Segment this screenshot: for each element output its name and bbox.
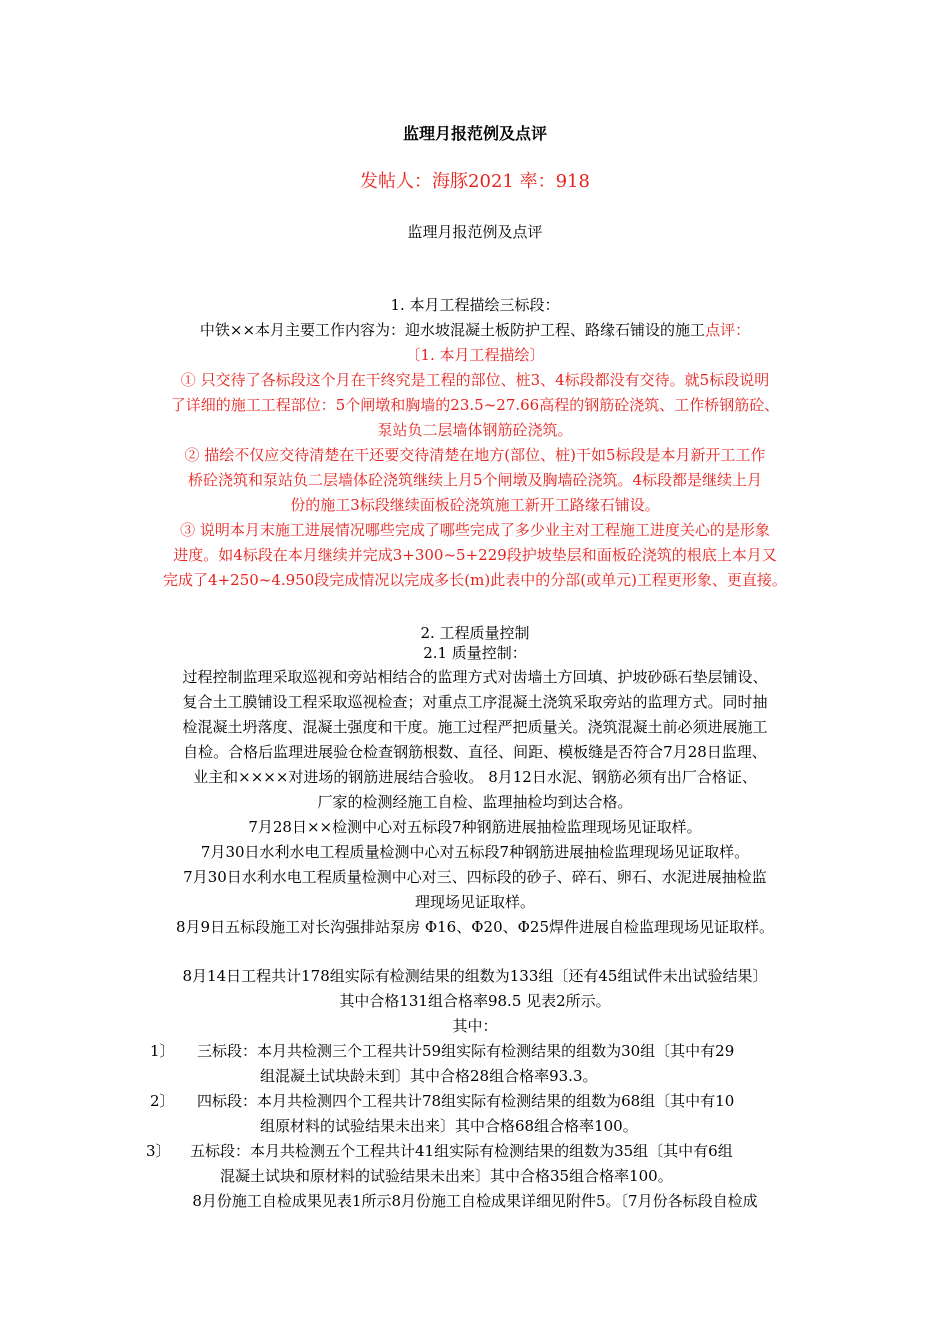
quality-paragraph-line: 自检。合格后监理进展验仓检查钢筋根数、直径、间距、模板缝是否符合7月28日监理、 — [183, 743, 767, 761]
quality-paragraph-line: 复合土工膜铺设工程采取巡视检查；对重点工序混凝土浇筑采取旁站的监理方式。同时抽 — [182, 693, 768, 711]
summary-line: 其中： — [452, 1017, 498, 1035]
comment2-line: 桥砼浇筑和泵站负二层墙体砼浇筑继续上月5个闸墩及胸墙砼浇筑。4标段都是继续上月 — [187, 471, 763, 489]
sampling-line: 理现场见证取样。 — [414, 893, 535, 911]
closing-line: 8月份施工自检成果见表1所示8月份施工自检成果详细见附件5。〔7月份各标段自检成 — [192, 1192, 758, 1210]
list-item-text: 组混凝土试块龄未到〕其中合格28组合格率93.3。 — [260, 1067, 598, 1085]
comment3-line: 进度。如4标段在本月继续并完成3+300~5+229段护坡垫层和面板砼浇筑的根底上本月又 — [173, 546, 777, 564]
sampling-line: 7月28日××检测中心对五标段7种钢筋进展抽检监理现场见证取样。 — [248, 818, 702, 836]
list-item-text: 组原材料的试验结果未出来〕其中合格68组合格率100。 — [260, 1117, 638, 1135]
comment3-line: 完成了4+250~4.950段完成情况以完成多长(m)此表中的分部(或单元)工程更形象、更直接。 — [163, 571, 787, 589]
section2-heading: 2. 工程质量控制 — [420, 624, 530, 642]
poster-line: 发帖人：海豚2021 率：918 — [360, 171, 590, 192]
section1-line1: 中铁××本月主要工作内容为：迎水坡混凝土板防护工程、路缘石铺设的施工点评： — [199, 321, 751, 339]
sampling-line: 7月30日水利水电工程质量检测中心对三、四标段的砂子、碎石、卵石、水泥进展抽检监 — [183, 868, 767, 886]
list-item-text: 五标段：本月共检测五个工程共计41组实际有检测结果的组数为35组〔其中有6组 — [190, 1142, 733, 1160]
list-item-number: 3〕 — [146, 1142, 171, 1160]
list-item-number: 1〕 — [150, 1042, 175, 1060]
list-item-text: 三标段：本月共检测三个工程共计59组实际有检测结果的组数为30组〔其中有29 — [197, 1042, 735, 1060]
list-item-number: 2〕 — [150, 1092, 175, 1110]
list-item-text: 混凝土试块和原材料的试验结果未出来〕其中合格35组合格率100。 — [220, 1167, 673, 1185]
sampling-line: 7月30日水利水电工程质量检测中心对五标段7种钢筋进展抽检监理现场见证取样。 — [200, 843, 750, 861]
document-title: 监理月报范例及点评 — [402, 124, 547, 143]
section2-subheading: 2.1 质量控制： — [423, 644, 527, 662]
comment1-line: 了详细的施工工程部位：5个闸墩和胸墙的23.5~27.66高程的钢筋砼浇筑、工作桥钢筋砼、 — [170, 396, 780, 414]
comment-heading: 〔1. 本月工程描绘〕 — [405, 346, 545, 364]
comment2-line: ② 描绘不仅应交待清楚在干还要交待清楚在地方(部位、桩)干如5标段是本月新开工工作 — [184, 446, 766, 464]
quality-paragraph-line: 业主和××××对进场的钢筋进展结合验收。 8月12日水泥、钢筋必须有出厂合格证、 — [193, 768, 757, 786]
sampling-line: 8月9日五标段施工对长沟强排站泵房 Φ16、Φ20、Φ25焊件进展自检监理现场见证取样。 — [175, 918, 774, 936]
comment1-line: ① 只交待了各标段这个月在干终究是工程的部位、桩3、4标段都没有交待。就5标段说明 — [180, 371, 770, 389]
summary-line: 其中合格131组合格率98.5 见表2所示。 — [339, 992, 611, 1010]
document-subtitle: 监理月报范例及点评 — [407, 223, 543, 241]
comment3-line: ③ 说明本月末施工进展情况哪些完成了哪些完成了多少业主对工程施工进度关心的是形象 — [180, 521, 770, 539]
quality-paragraph-line: 检混凝土坍落度、混凝土强度和干度。施工过程严把质量关。浇筑混凝土前必须进展施工 — [182, 718, 768, 736]
summary-line: 8月14日工程共计178组实际有检测结果的组数为133组〔还有45组试件未出试验结果〕 — [182, 967, 768, 985]
comment1-line: 泵站负二层墙体钢筋砼浇筑。 — [377, 421, 573, 439]
comment2-line: 份的施工3标段继续面板砼浇筑施工新开工路缘石铺设。 — [290, 496, 660, 514]
quality-paragraph-line: 厂家的检测经施工自检、监理抽检均到达合格。 — [317, 793, 633, 811]
list-item-text: 四标段：本月共检测四个工程共计78组实际有检测结果的组数为68组〔其中有10 — [197, 1092, 735, 1110]
section1-heading: 1. 本月工程描绘三标段： — [390, 296, 560, 314]
quality-paragraph-line: 过程控制监理采取巡视和旁站相结合的监理方式对齿墙土方回填、护坡砂砾石垫层铺设、 — [182, 668, 768, 686]
